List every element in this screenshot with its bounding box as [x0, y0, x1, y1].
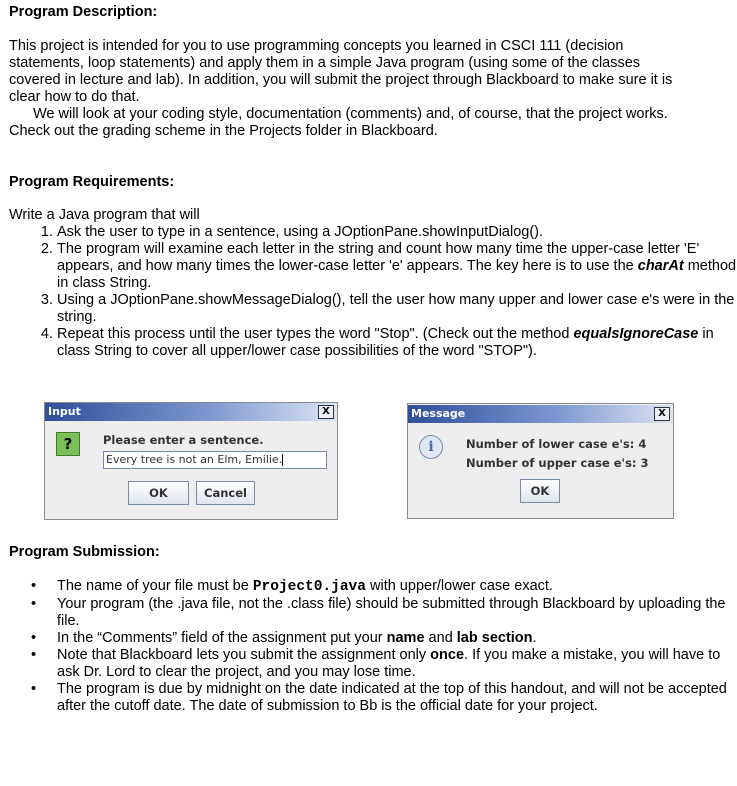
bullet: • [31, 681, 37, 697]
text-cursor [282, 454, 283, 466]
text-line: statements, loop statements) and apply them in a simple Java program (using some of the classes [9, 55, 641, 71]
text-line: We will look at your coding style, documentation (comments) and, of course, that the project works. [33, 106, 668, 122]
input-dialog-title: Input [48, 405, 81, 418]
description-paragraph-1 [9, 38, 699, 106]
close-button[interactable]: X [654, 407, 670, 421]
bullet: • [31, 596, 37, 612]
requirement-item-1: 1. Ask the user to type in a sentence, using a JOptionPane.showInputDialog(). [57, 224, 737, 241]
requirements-heading: Program Requirements: [9, 174, 175, 190]
sentence-input[interactable] [103, 451, 327, 469]
ok-button[interactable]: OK [128, 481, 189, 505]
message-dialog [407, 403, 674, 519]
description-paragraph-2 [9, 106, 699, 140]
submission-heading: Program Submission: [9, 544, 160, 560]
requirements-list [9, 224, 737, 360]
requirements-intro: Write a Java program that will [9, 207, 200, 223]
text-line: This project is intended for you to use programming concepts you learned in CSCI 111 (decision [9, 38, 624, 54]
cancel-button[interactable]: Cancel [196, 481, 255, 505]
info-icon: i [419, 435, 443, 459]
bullet: • [31, 578, 37, 594]
requirement-item-2: 2. The program will examine each letter in the string and count how many time the upper-case letter 'E' appears, and how many times the lower-case letter 'e' appears. The key here is to use the charAt method in class String. [57, 241, 737, 292]
submission-item-4: • Note that Blackboard lets you submit the assignment only once. If you make a mistake, you will have to ask Dr. Lord to clear the project, and you may lose time. [31, 647, 721, 680]
text-line: covered in lecture and lab). In addition, you will submit the project through Blackboard to make sure it is [9, 72, 673, 88]
input-dialog [44, 402, 338, 520]
upper-case-count: Number of upper case e's: 3 [466, 456, 649, 470]
file-name: Project0.java [252, 579, 366, 595]
lower-case-count: Number of lower case e's: 4 [466, 437, 647, 451]
bullet: • [31, 630, 37, 646]
description-heading: Program Description: [9, 4, 158, 20]
submission-item-3: • In the “Comments” field of the assignment put your name and lab section. [31, 630, 537, 646]
close-button[interactable]: X [318, 405, 334, 419]
requirement-item-4: 4. Repeat this process until the user types the word "Stop". (Check out the method equalsIgnoreCase in class String to cover all upper/lower case possibilities of the word "STOP"). [57, 326, 737, 360]
submission-item-5: • The program is due by midnight on the date indicated at the top of this handout, and will not be accepted after the cutoff date. The date of submission to Bb is the official date for your project. [31, 681, 727, 714]
input-prompt: Please enter a sentence. [103, 433, 264, 447]
method-name: equalsIgnoreCase [573, 326, 699, 342]
message-dialog-titlebar[interactable] [408, 405, 673, 423]
bullet: • [31, 647, 37, 663]
question-icon: ? [56, 432, 80, 456]
submission-list [9, 578, 737, 715]
text-line: Check out the grading scheme in the Projects folder in Blackboard. [9, 123, 438, 139]
ok-button[interactable]: OK [520, 479, 560, 503]
requirement-item-3: 3. Using a JOptionPane.showMessageDialog(), tell the user how many upper and lower case e's were in the string. [57, 292, 737, 326]
method-name: charAt [637, 258, 684, 274]
input-dialog-titlebar[interactable] [45, 403, 337, 421]
sentence-input-value: Every tree is not an Elm, Emilie. [106, 453, 283, 466]
submission-item-1: • The name of your file must be Project0.java with upper/lower case exact. [31, 578, 553, 595]
text-line: clear how to do that. [9, 89, 140, 105]
message-dialog-title: Message [411, 407, 466, 420]
submission-item-2: • Your program (the .java file, not the .class file) should be submitted through Blackboard by uploading the file. [31, 596, 726, 629]
